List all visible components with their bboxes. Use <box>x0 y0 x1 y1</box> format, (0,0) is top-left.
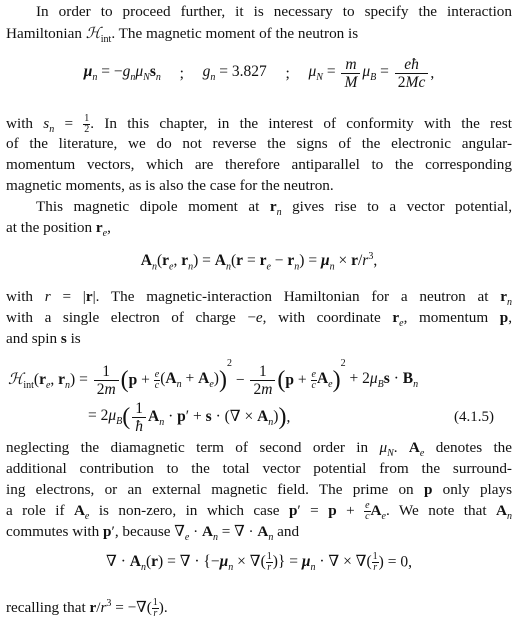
para2-line4: magnetic moments, as is also the case for the neutron. <box>6 177 334 194</box>
para4-line4-mid2: . We note that <box>385 502 497 519</box>
para4-line4: a role if $A_e$ is non-zero, in which case p′ = p + $\frac{e}{c}$ $A_e$. We note that $A_n$ <box>6 500 512 523</box>
math-hamiltonian-int: ℋ$_{int}$ <box>85 25 112 46</box>
para2-line5: This magnetic dipole moment at $r_n$ gives rise to a vector potential, <box>36 198 512 219</box>
equation-vector-potential: $A_n(r_e$, $r_n) = A_n(r = r_e - r_n) = \mu_n \times r/r^3$, <box>140 251 378 273</box>
para2-line2: of the literature, we do not reverse the signs of the electronic angular- <box>6 135 512 152</box>
para2-line1-start: with <box>6 115 44 132</box>
equation-magnetic-moment: $\mu_n = -g_n\mu_Ns_n$ ; $g_n = 3.827$ ; $\mu_N$ = $\frac{m}{M}$ $\mu_B$ = $\frac{eħ}{2Mc}$ , <box>83 56 435 91</box>
para4-line4-start: a role if <box>6 502 74 519</box>
para3-line3-start: and spin <box>6 330 61 347</box>
g-factor-value: 3.827 <box>231 63 267 81</box>
para2-line5-end: gives rise to a vector potential, <box>281 198 512 215</box>
para2-line3: momentum vectors, which are therefore antiparallel to the corresponding <box>6 156 512 173</box>
para1-line2-end: . The magnetic moment of the neutron is <box>111 25 359 42</box>
equation-number: (4.1.5) <box>454 409 494 425</box>
para2-line6-start: at the position <box>6 219 96 236</box>
para4-line1-end: denotes the <box>424 439 513 456</box>
para4-line1: neglecting the diamagnetic term of second order in $\mu_N$. $A_e$ denotes the <box>6 439 513 460</box>
para3-line2-start: with a single electron of charge <box>6 309 248 326</box>
para4-line5: commutes with p′, because $\nabla_e \cdot A_n$ = ∇ · $A_n$ and <box>6 523 300 544</box>
para5-line1-start: recalling that <box>6 599 90 617</box>
para4-line5-start: commutes with <box>6 523 104 540</box>
para3-line2: with a single electron of charge −e, with coordinate $r_e$, momentum p, <box>6 309 512 330</box>
para4-line5-end: and <box>273 523 300 540</box>
para3-line3: and spin s is <box>6 330 81 347</box>
para3-line1: with r = |r|. The magnetic-interaction Hamiltonian for a neutron at $r_n$ <box>6 288 512 309</box>
para2-line6: at the position $r_e$, <box>6 219 111 240</box>
para1-line1: In order to proceed further, it is necessary to specify the interaction <box>36 3 512 20</box>
para2-line1-end: . In this chapter, in the interest of conformity with the rest <box>90 115 512 132</box>
para1-line2 <box>6 24 512 50</box>
para2-line5-start: This magnetic dipole moment at <box>36 198 270 215</box>
para3-line1-start: with <box>6 288 45 305</box>
para5-line1: recalling that $r/r^3$ = −∇( $\frac{1}{r}$ ). <box>6 597 168 620</box>
para3-line2-mid2: , momentum <box>403 309 500 326</box>
para3-line1-mid: . The magnetic-interaction Hamiltonian for a neutron at <box>95 288 501 305</box>
equation-divergence: ∇ · $A_n(r)$ = ∇ · {$-\mu_n$ × ∇( $\frac{1}{r}$ )} = $\mu_n$ · ∇ × ∇( $\frac{1}{r}$ ) = 0, <box>106 551 412 574</box>
para2-line1: with $s_n$ = $\frac{1}{2}$ . In this chapter, in the interest of conformity with the rest <box>6 113 512 136</box>
para4-line5-mid: , because <box>114 523 175 540</box>
para4-line3: ing electrons, or an external magnetic field. The prime on p only plays <box>6 481 513 498</box>
equation-hamiltonian-line2: = $2\mu_B$( $\frac{1}{ħ}$ $A_n \cdot p' + s$ · (∇ × $A_n$)), <box>88 400 291 435</box>
para4-line4-mid: is non-zero, in which case <box>89 502 289 519</box>
para4-line3-start: ing electrons, or an external magnetic field. The prime on <box>6 481 414 498</box>
para4-line2: additional contribution to the total vector potential from the surround- <box>6 460 512 477</box>
para4-line1-start: neglecting the diamagnetic term of second order in <box>6 439 380 456</box>
equation-hamiltonian-line1: $ℋ_{int}(r_e$, $r_n$) = $\frac{1}{2m}$ (p + $\frac{e}{c}$ $(A_n + A_e))^2$ − $\frac{1}{2m}$ (p + $\frac{e}{c}$ $A_e)^2 + 2\mu_Bs \cdot B_n$ <box>8 358 419 398</box>
para4-line3-end: only plays <box>432 481 513 498</box>
para3-line2-mid1: , with coordinate <box>262 309 393 326</box>
para1-line2-start: Hamiltonian <box>6 25 86 42</box>
